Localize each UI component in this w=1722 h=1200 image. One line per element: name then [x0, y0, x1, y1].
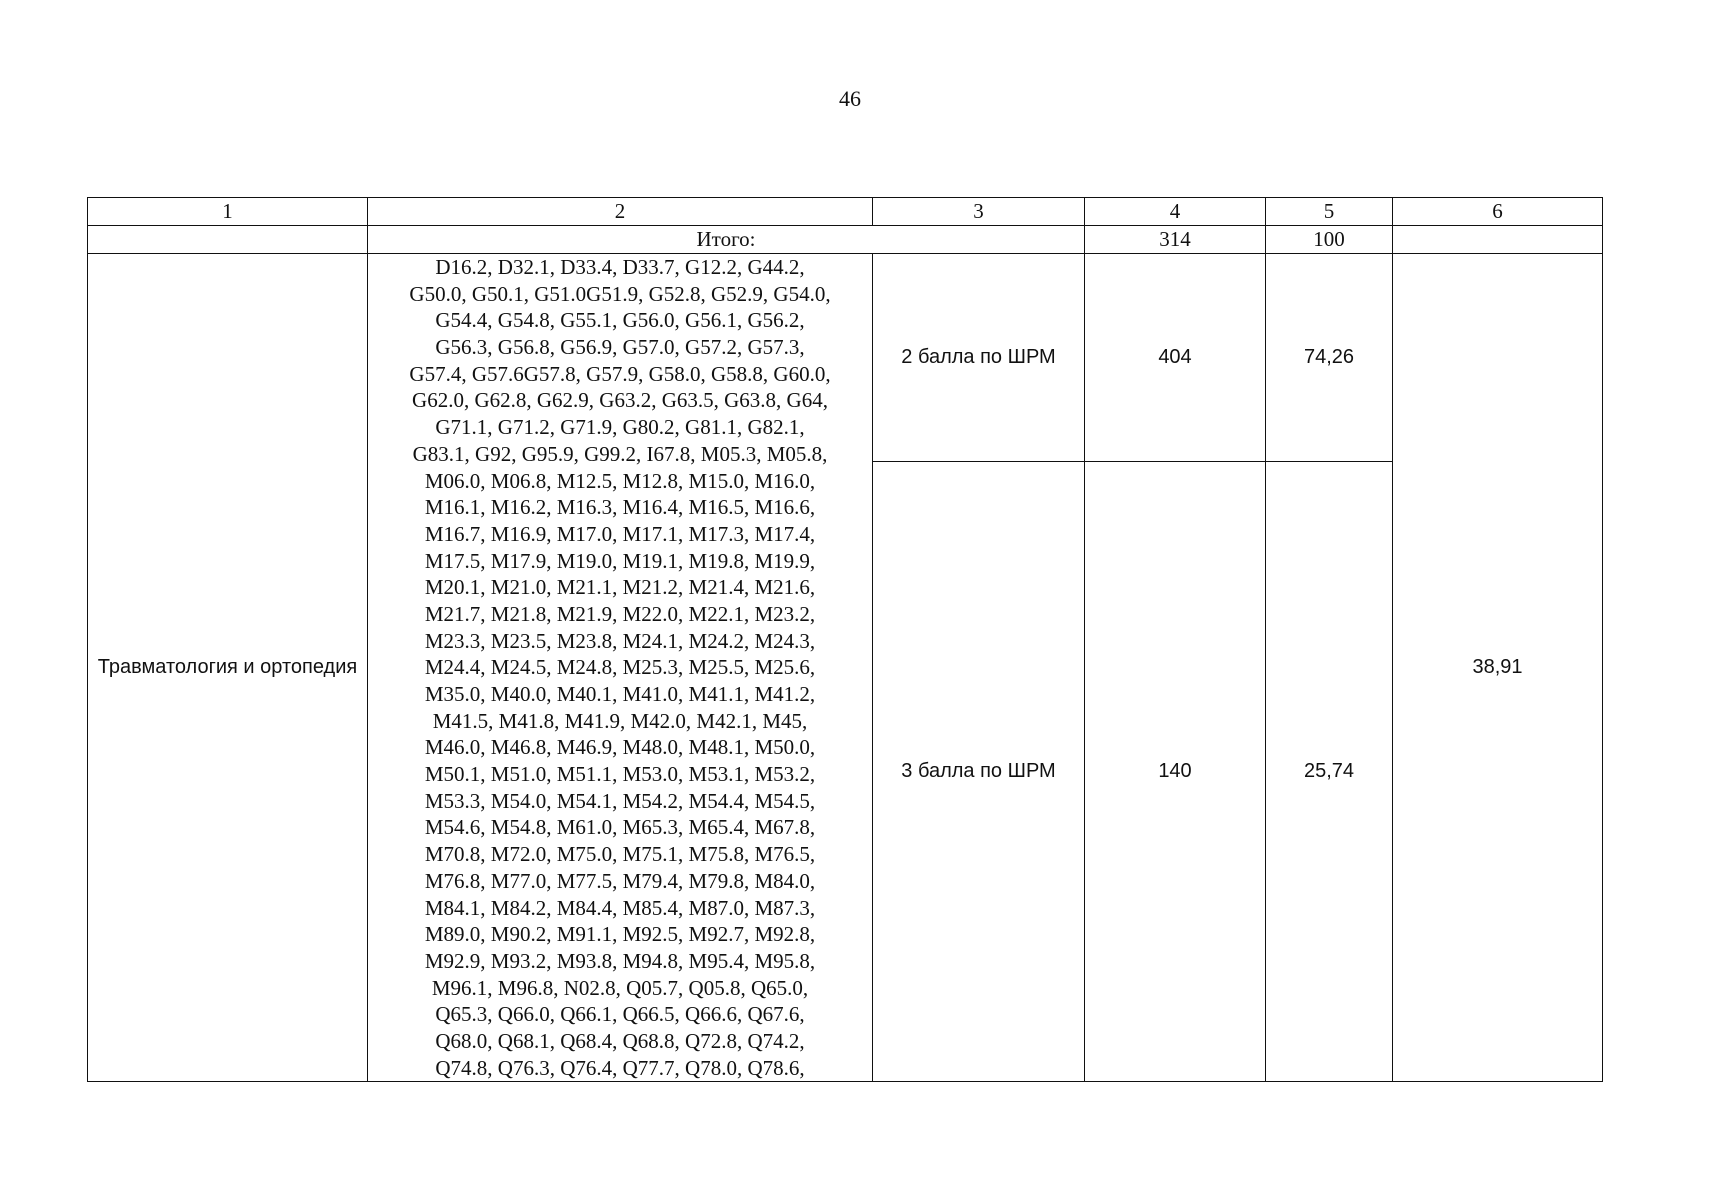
code-line: M23.3, M23.5, M23.8, M24.1, M24.2, M24.3, [424, 628, 816, 653]
code-line: G50.0, G50.1, G51.0G51.9, G52.8, G52.9, G54.0, [409, 281, 831, 306]
code-line: Q65.3, Q66.0, Q66.1, Q66.5, Q66.6, Q67.6, [435, 1002, 805, 1027]
code-line: G83.1, G92, G95.9, G99.2, I67.8, M05.3, M05.8, [412, 441, 828, 466]
code-line: M96.1, M96.8, N02.8, Q05.7, Q05.8, Q65.0, [431, 975, 809, 1000]
code-line: M16.1, M16.2, M16.3, M16.4, M16.5, M16.6, [424, 495, 816, 520]
total-label: Итого: [368, 226, 1085, 254]
diagnosis-codes [368, 254, 873, 1082]
code-line: M17.5, M17.9, M19.0, M19.1, M19.8, M19.9, [424, 548, 816, 573]
score-2-col5: 74,26 [1266, 254, 1393, 462]
code-line: M50.1, M51.0, M51.1, M53.0, M53.1, M53.2, [424, 762, 816, 787]
code-line: Q68.0, Q68.1, Q68.4, Q68.8, Q72.8, Q74.2, [435, 1028, 805, 1053]
total-row-empty-cell-6 [1393, 226, 1603, 254]
specialty-name: Травматология и ортопедия [88, 254, 368, 1082]
code-line: M24.4, M24.5, M24.8, M25.3, M25.5, M25.6, [424, 655, 816, 680]
score-3-col4: 140 [1085, 462, 1266, 1082]
code-line: M35.0, M40.0, M40.1, M41.0, M41.1, M41.2, [424, 682, 816, 706]
column-header-1: 1 [88, 198, 368, 226]
code-line: M20.1, M21.0, M21.1, M21.2, M21.4, M21.6, [424, 575, 816, 600]
score-3-col5: 25,74 [1266, 462, 1393, 1082]
code-line: M76.8, M77.0, M77.5, M79.4, M79.8, M84.0, [424, 868, 816, 893]
code-line: G62.0, G62.8, G62.9, G63.2, G63.5, G63.8, G64, [412, 388, 828, 413]
page-number: 46 [839, 86, 861, 111]
code-line: Q74.8, Q76.3, Q76.4, Q77.7, Q78.0, Q78.6, [435, 1055, 805, 1080]
specialty-table [87, 197, 1603, 1082]
score-3-label: 3 балла по ШРМ [873, 462, 1085, 1082]
code-line: G57.4, G57.6G57.8, G57.9, G58.0, G58.8, G60.0, [409, 361, 831, 386]
code-line: M84.1, M84.2, M84.4, M85.4, M87.0, M87.3, [424, 895, 816, 920]
column-header-6: 6 [1393, 198, 1603, 226]
table-row [88, 254, 1603, 462]
column-header-5: 5 [1266, 198, 1393, 226]
column-header-3: 3 [873, 198, 1085, 226]
code-line: M06.0, M06.8, M12.5, M12.8, M15.0, M16.0, [424, 468, 816, 493]
code-line: M53.3, M54.0, M54.1, M54.2, M54.4, M54.5, [424, 788, 816, 813]
column-number-row [88, 198, 1603, 226]
code-line: M41.5, M41.8, M41.9, M42.0, M42.1, M45, [432, 708, 808, 733]
specialty-col6: 38,91 [1393, 254, 1603, 1082]
code-line: M21.7, M21.8, M21.9, M22.0, M22.1, M23.2, [424, 601, 816, 626]
score-2-col4: 404 [1085, 254, 1266, 462]
code-line: M89.0, M90.2, M91.1, M92.5, M92.7, M92.8, [424, 922, 816, 947]
column-header-4: 4 [1085, 198, 1266, 226]
code-line: G56.3, G56.8, G56.9, G57.0, G57.2, G57.3, [435, 335, 805, 360]
code-line: M54.6, M54.8, M61.0, M65.3, M65.4, M67.8, [424, 815, 816, 840]
total-row [88, 226, 1603, 254]
total-col5: 100 [1266, 226, 1393, 254]
code-line: M92.9, M93.2, M93.8, M94.8, M95.4, M95.8, [424, 948, 816, 973]
total-col4: 314 [1085, 226, 1266, 254]
column-header-2: 2 [368, 198, 873, 226]
total-row-empty-cell [88, 226, 368, 254]
score-2-label: 2 балла по ШРМ [873, 254, 1085, 462]
code-line: M70.8, M72.0, M75.0, M75.1, M75.8, M76.5, [424, 842, 816, 867]
code-line: M46.0, M46.8, M46.9, M48.0, M48.1, M50.0, [424, 735, 816, 760]
code-line: G54.4, G54.8, G55.1, G56.0, G56.1, G56.2, [435, 308, 805, 333]
code-line: M16.7, M16.9, M17.0, M17.1, M17.3, M17.4, [424, 521, 816, 546]
code-line: D16.2, D32.1, D33.4, D33.7, G12.2, G44.2, [435, 255, 805, 279]
code-line: G71.1, G71.2, G71.9, G80.2, G81.1, G82.1, [435, 415, 805, 440]
